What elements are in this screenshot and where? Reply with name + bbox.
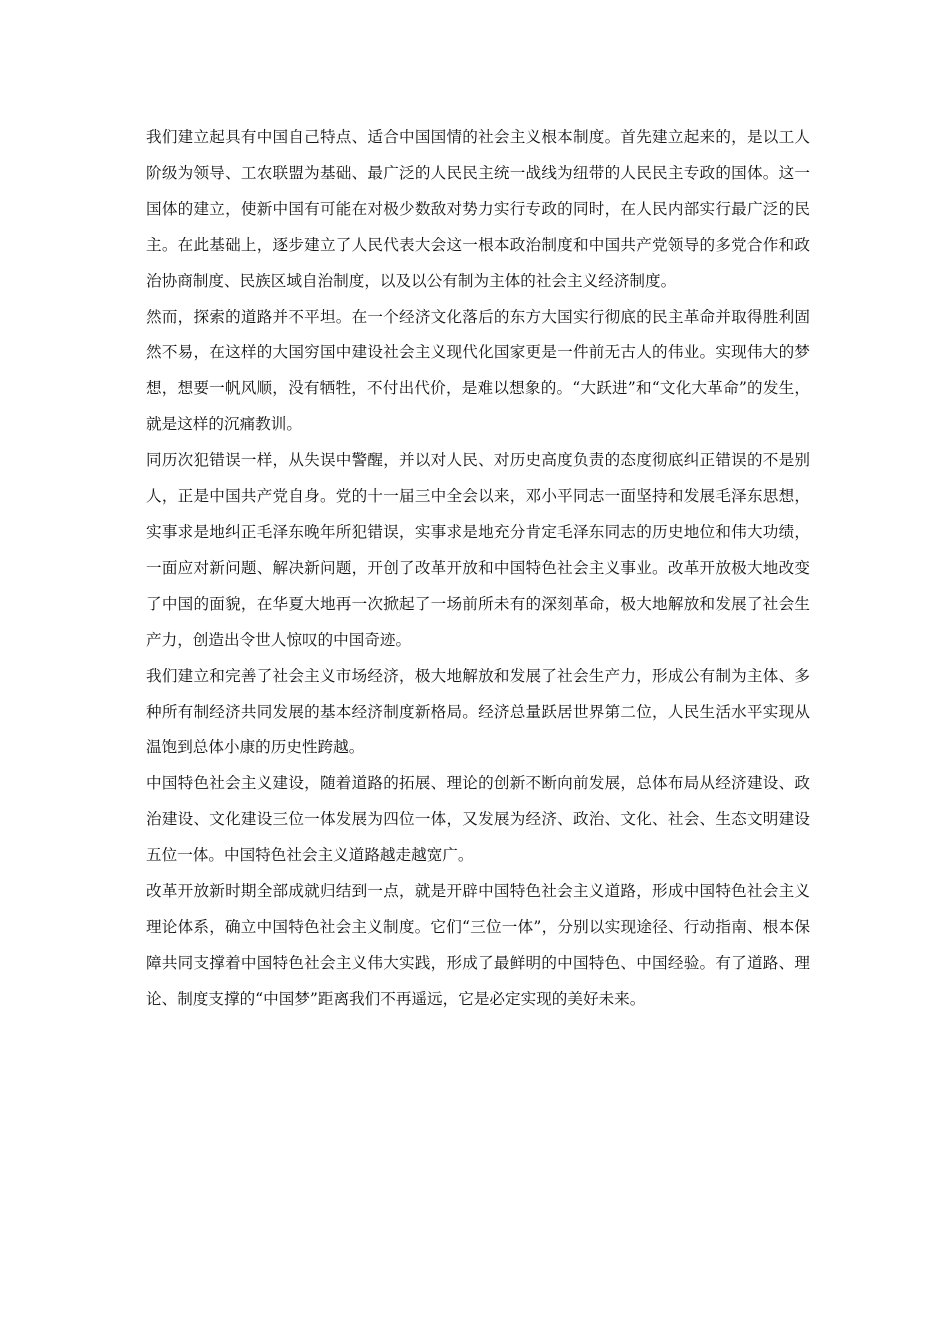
paragraph-3: 同历次犯错误一样，从失误中警醒，并以对人民、对历史高度负责的态度彻底纠正错误的不是别人，正是中国共产党自身。党的十一届三中全会以来，邓小平同志一面坚持和发展毛泽东思想，实事求是地纠正毛泽东晚年所犯错误，实事求是地充分肯定毛泽东同志的历史地位和伟大功绩，一面应对新问题、解决新问题，开创了改革开放和中国特色社会主义事业。改革开放极大地改变了中国的面貌，在华夏大地再一次掀起了一场前所未有的深刻革命，极大地解放和发展了社会生产力，创造出令世人惊叹的中国奇迹。 <box>146 451 810 649</box>
paragraph-4: 我们建立和完善了社会主义市场经济，极大地解放和发展了社会生产力，形成公有制为主体、多种所有制经济共同发展的基本经济制度新格局。经济总量跃居世界第二位，人民生活水平实现从温饱到总体小康的历史性跨越。 <box>146 666 810 757</box>
paragraph-6: 改革开放新时期全部成就归结到一点，就是开辟中国特色社会主义道路，形成中国特色社会主义理论体系，确立中国特色社会主义制度。它们“三位一体”，分别以实现途径、行动指南、根本保障共同支撑着中国特色社会主义伟大实践，形成了最鲜明的中国特色、中国经验。有了道路、理论、制度支撑的“中国梦”距离我们不再遥远，它是必定实现的美好未来。 <box>146 882 810 1008</box>
paragraph-1: 我们建立起具有中国自己特点、适合中国国情的社会主义根本制度。首先建立起来的，是以工人阶级为领导、工农联盟为基础、最广泛的人民民主统一战线为纽带的人民民主专政的国体。这一国体的建立，使新中国有可能在对极少数敌对势力实行专政的同时，在人民内部实行最广泛的民主。在此基础上，逐步建立了人民代表大会这一根本政治制度和中国共产党领导的多党合作和政治协商制度、民族区域自治制度，以及以公有制为主体的社会主义经济制度。 <box>146 128 810 290</box>
document-body <box>146 120 810 1018</box>
paragraph-5: 中国特色社会主义建设，随着道路的拓展、理论的创新不断向前发展，总体布局从经济建设、政治建设、文化建设三位一体发展为四位一体，又发展为经济、政治、文化、社会、生态文明建设五位一体。中国特色社会主义道路越走越宽广。 <box>146 774 810 865</box>
paragraph-2: 然而，探索的道路并不平坦。在一个经济文化落后的东方大国实行彻底的民主革命并取得胜利固然不易，在这样的大国穷国中建设社会主义现代化国家更是一件前无古人的伟业。实现伟大的梦想，想要一帆风顺，没有牺牲，不付出代价，是难以想象的。“大跃进”和“文化大革命”的发生，就是这样的沉痛教训。 <box>146 307 810 434</box>
